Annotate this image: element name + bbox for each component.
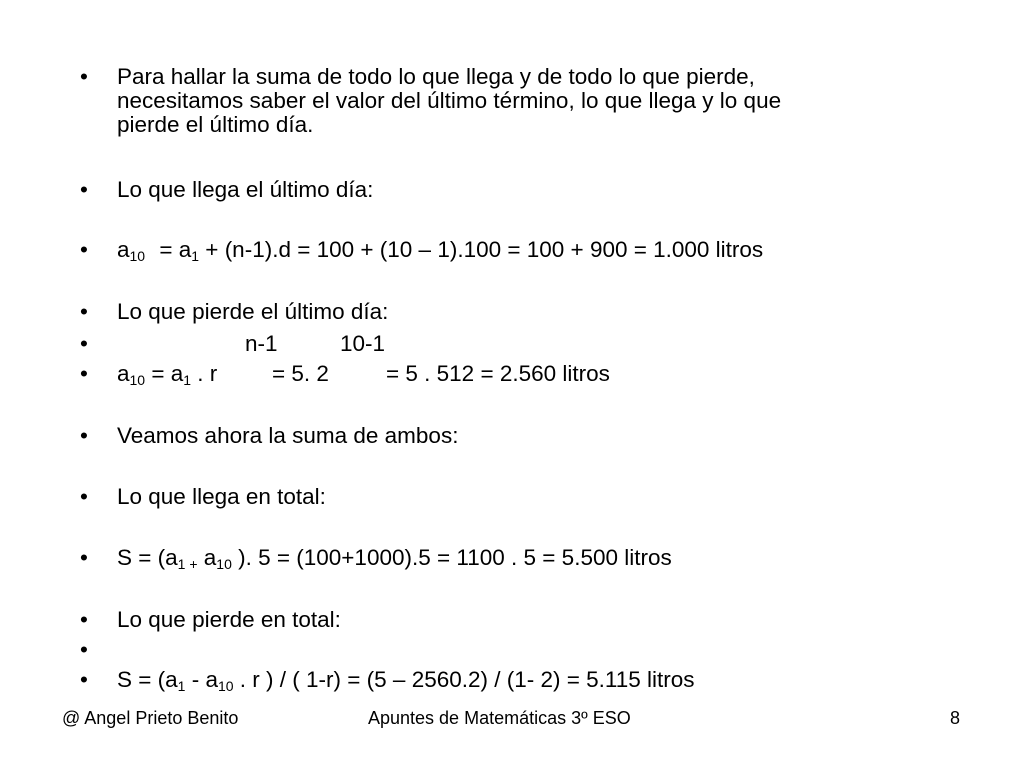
bullet-dot: • xyxy=(80,607,88,632)
pierde-equation-start: $a_{10} = a_1$ . r xyxy=(117,361,218,388)
llega-equation: $a_{10} = a_1 + (n-1).d = 100 + (10 - 1).100 = 100 + 900 = 1.000$ litros xyxy=(117,237,764,264)
total-pierde-label: Lo que pierde en total: xyxy=(117,607,341,632)
sum-llega-equation: $S = (a_{1 +}$ $a_{10}$ ). 5 = (100+1000).5 = 1100 . 5 = 5.500 litros xyxy=(117,545,672,572)
bullet-dot: • xyxy=(80,667,88,692)
pierde-equation-end: = 5 . 512 = 2.560 litros xyxy=(386,361,610,386)
bullet-dot: • xyxy=(80,64,88,89)
intro-line-2: necesitamos saber el valor del último término, lo que llega y lo que xyxy=(117,88,782,113)
intro-line-3: pierde el último día. xyxy=(117,112,314,137)
footer-page-number: 8 xyxy=(950,708,961,728)
bullet-dot: • xyxy=(80,331,88,356)
veamos-text: Veamos ahora la suma de ambos: xyxy=(117,423,459,448)
bullet-dot: • xyxy=(80,299,88,324)
pierde-equation-mid: = 5. 2 xyxy=(272,361,329,386)
footer-title: Apuntes de Matemáticas 3º ESO xyxy=(368,708,631,728)
intro-line-1: Para hallar la suma de todo lo que llega y de todo lo que pierde, xyxy=(117,64,755,89)
footer-author: @ Angel Prieto Benito xyxy=(62,708,239,728)
pierde-label: Lo que pierde el último día: xyxy=(117,299,389,324)
bullet-dot: • xyxy=(80,484,88,509)
bullet-dot: • xyxy=(80,361,88,386)
bullet-dot: • xyxy=(80,545,88,570)
intro-text xyxy=(117,65,781,137)
total-llega-label: Lo que llega en total: xyxy=(117,484,326,509)
bullet-dot: • xyxy=(80,177,88,202)
exponent-n-1: n-1 xyxy=(245,331,278,356)
bullet-dot: • xyxy=(80,237,88,262)
bullet-dot: • xyxy=(80,423,88,448)
bullet-dot: • xyxy=(80,637,88,662)
sum-pierde-equation: $S = (a_1 - a_{10}$ . r ) / ( 1-r) = (5 – 2560.2) / (1- 2) = 5.115 litros xyxy=(117,667,695,694)
llega-label: Lo que llega el último día: xyxy=(117,177,374,202)
exponent-10-1: 10-1 xyxy=(340,331,386,356)
